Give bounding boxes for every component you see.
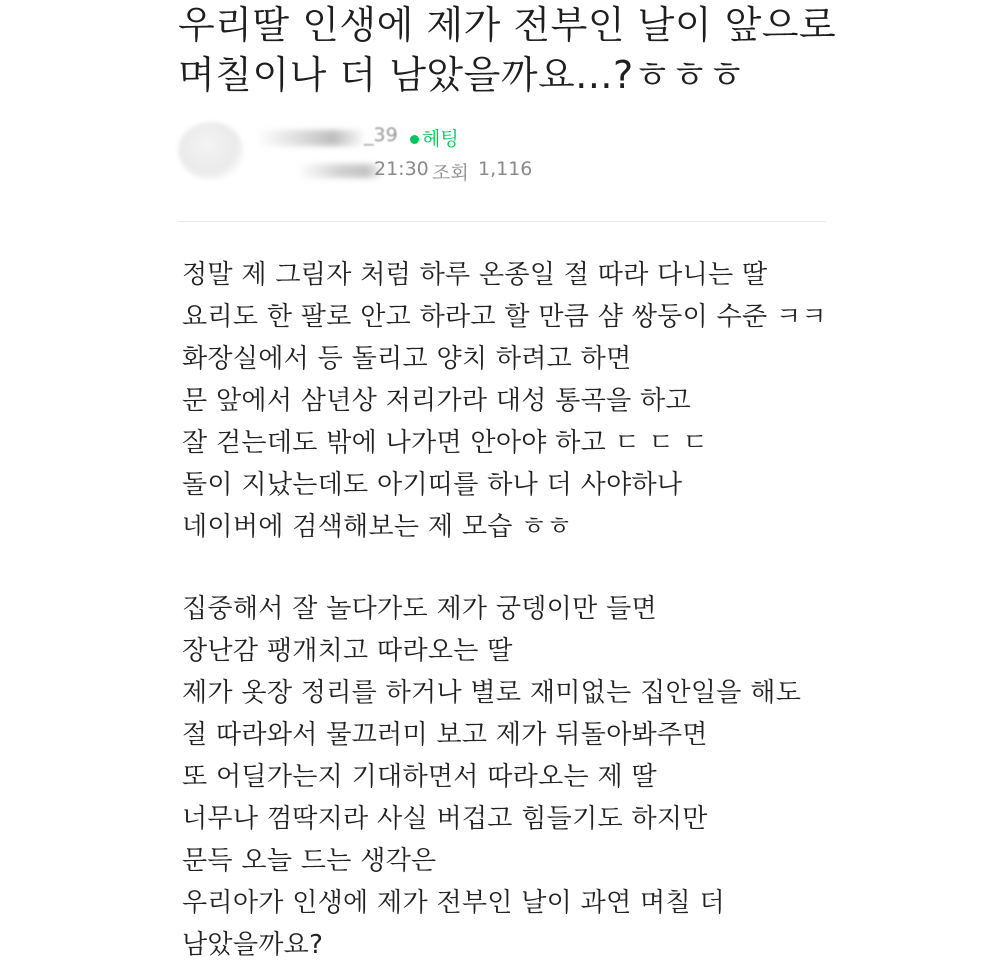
avatar[interactable] (178, 122, 244, 180)
body-line: 돌이 지났는데도 아기띠를 하나 더 사야하나 (182, 470, 683, 500)
post-title-line-1: 우리딸 인생에 제가 전부인 날이 앞으로 (178, 3, 837, 47)
body-line: 집중해서 잘 놀다가도 제가 궁뎅이만 들면 (182, 594, 657, 624)
views-count: 1,116 (478, 158, 533, 180)
body-line: 장난감 팽개치고 따라오는 딸 (182, 636, 513, 666)
post-title (178, 0, 878, 100)
body-line: 남았을까요? (182, 930, 324, 960)
body-line: 네이버에 검색해보는 제 모습 ㅎㅎ (182, 512, 573, 542)
body-line: 정말 제 그림자 처럼 하루 온종일 절 따라 다니는 딸 (182, 260, 768, 290)
post-date-redacted (298, 164, 384, 178)
views-label: 조회 (432, 162, 469, 184)
body-line: 너무나 껌딱지라 사실 버겁고 힘들기도 하지만 (182, 804, 708, 834)
body-line: 요리도 한 팔로 안고 하라고 할 만큼 샴 쌍둥이 수준 ㅋㅋ (182, 302, 827, 332)
post-body (182, 254, 942, 966)
body-line: 잘 걷는데도 밖에 나가면 안아야 하고 ㄷ ㄷ ㄷ (182, 428, 709, 458)
body-line: 또 어딜가는지 기대하면서 따라오는 제 딸 (182, 762, 657, 792)
body-line: 절 따라와서 물끄러미 보고 제가 뒤돌아봐주면 (182, 720, 708, 750)
member-grade-badge (410, 124, 459, 151)
body-line: 문 앞에서 삼년상 저리가라 대성 통곡을 하고 (182, 386, 691, 416)
author-name[interactable]: _39 (364, 124, 398, 146)
body-line: 우리아가 인생에 제가 전부인 날이 과연 며칠 더 (182, 888, 725, 918)
header-divider (178, 221, 826, 222)
post-time: 21:30 (374, 158, 429, 180)
grade-dot-icon (410, 135, 419, 144)
paragraph-gap (182, 548, 942, 588)
body-line: 문득 오늘 드는 생각은 (182, 846, 437, 876)
author-info (178, 118, 598, 188)
member-grade-label: 헤팅 (422, 128, 459, 150)
body-line: 제가 옷장 정리를 하거나 별로 재미없는 집안일을 해도 (182, 678, 802, 708)
author-name-redacted (256, 130, 366, 146)
post-title-line-2: 며칠이나 더 남았을까요...?ㅎㅎㅎ (178, 53, 746, 97)
body-line: 화장실에서 등 돌리고 양치 하려고 하면 (182, 344, 632, 374)
